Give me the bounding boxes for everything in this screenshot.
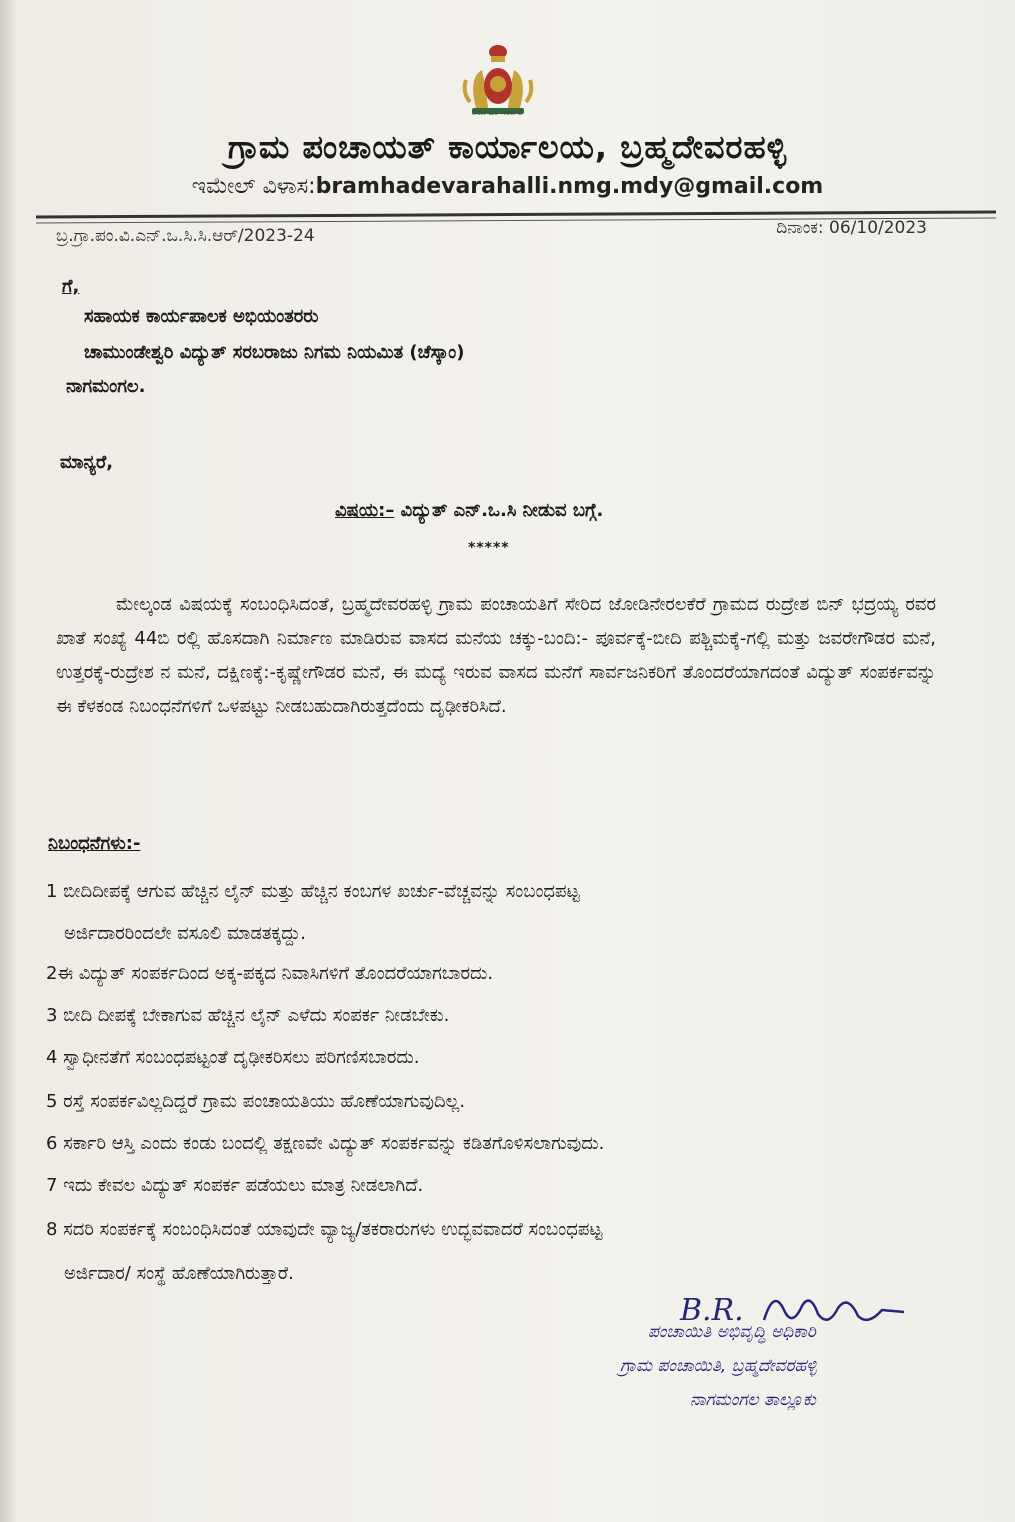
conditions-heading: ನಿಬಂಧನೆಗಳು:- bbox=[48, 833, 141, 854]
reference-number: ಬ್ರ.ಗ್ರಾ.ಪಂ.ವಿ.ಎನ್.ಒ.ಸಿ.ಸಿ.ಆರ್/2023-24 bbox=[56, 226, 315, 246]
body-paragraph: ಮೇಲ್ಕಂಡ ವಿಷಯಕ್ಕೆ ಸಂಬಂಧಿಸಿದಂತೆ, ಬ್ರಹ್ಮದೇವರಹಳ್ಳಿ ಗ್ರಾಮ ಪಂಚಾಯತಿಗೆ ಸೇರಿದ ಜೋಡಿನೇರಲಕೆರೆ ಗ್ರಾಮದ ರುದ್ರೇಶ ಬಿನ್ ಭದ್ರಯ್ಯ ರವರ ಖಾತೆ ಸಂಖ್ಯೆ 44ಬಿ ರಲ್ಲಿ ಹೊಸದಾಗಿ ನಿರ್ಮಾಣ ಮಾಡಿರುವ ವಾಸದ ಮನೆಯ ಚಕ್ಕು-ಬಂದಿ:- ಪೂರ್ವಕ್ಕೆ-ಬೀದಿ ಪಶ್ಚಿಮಕ್ಕೆ-ಗಲ್ಲಿ ಮತ್ತು ಜವರೇಗೌಡರ ಮನೆ, ಉತ್ತರಕ್ಕೆ-ರುದ್ರೇಶ ನ ಮನೆ, ದಕ್ಷಿಣಕ್ಕೆ:-ಕೃಷ್ಣೇಗೌಡರ ಮನೆ, ಈ ಮದ್ಯೆ ಇರುವ ವಾಸದ ಮನೆಗೆ ಸಾರ್ವಜನಿಕರಿಗೆ ತೊಂದರೆಯಾಗದಂತೆ ವಿದ್ಯುತ್ ಸಂಪರ್ಕವನ್ನು ಈ ಕೆಳಕಂಡ ನಿಬಂಧನೆಗಳಿಗೆ ಒಳಪಟ್ಟು ನೀಡಬಹುದಾಗಿರುತ್ತದೆಂದು ದೃಢೀಕರಿಸಿದೆ. bbox=[56, 594, 936, 717]
condition-item: ಅರ್ಜಿದಾರರಿಂದಲೇ ವಸೂಲಿ ಮಾಡತಕ್ಕದ್ದು. bbox=[64, 923, 306, 944]
subject-line bbox=[335, 500, 603, 521]
condition-item: 6 ಸರ್ಕಾರಿ ಆಸ್ತಿ ಎಂದು ಕಂಡು ಬಂದಲ್ಲಿ ತಕ್ಷಣವೇ ವಿದ್ಯುತ್ ಸಂಪರ್ಕವನ್ನು ಕಡಿತಗೊಳಿಸಲಾಗುವುದು. bbox=[46, 1133, 605, 1154]
email-line bbox=[0, 174, 1015, 199]
recipient-line: ಚಾಮುಂಡೇಶ್ವರಿ ವಿದ್ಯುತ್ ಸರಬರಾಜು ನಿಗಮ ನಿಯಮಿತ (ಚೆಸ್ಕಾಂ) bbox=[84, 342, 465, 363]
subject-label: ವಿಷಯ:– bbox=[335, 500, 395, 521]
condition-item: 1 ಬೀದಿದೀಪಕ್ಕೆ ಆಗುವ ಹೆಚ್ಚಿನ ಲೈನ್ ಮತ್ತು ಹೆಚ್ಚಿನ ಕಂಬಗಳ ಖರ್ಚು-ವೆಚ್ಚವನ್ನು ಸಂಬಂಧಪಟ್ಟ bbox=[46, 881, 580, 902]
condition-item: 4 ಸ್ವಾಧೀನತೆಗೆ ಸಂಬಂಧಪಟ್ಟಂತೆ ದೃಢೀಕರಿಸಲು ಪರಿಗಣಿಸಬಾರದು. bbox=[46, 1047, 420, 1068]
recipient-line: ಸಹಾಯಕ ಕಾರ್ಯಪಾಲಕ ಅಭಿಯಂತರರು bbox=[84, 306, 319, 327]
signature-office: ಗ್ರಾಮ ಪಂಚಾಯಿತಿ, ಬ್ರಹ್ಮದೇವರಹಳ್ಳಿ bbox=[620, 1356, 817, 1376]
letter-date: ದಿನಾಂಕ: 06/10/2023 bbox=[776, 218, 927, 238]
condition-item: 2ಈ ವಿದ್ಯುತ್ ಸಂಪರ್ಕದಿಂದ ಅಕ್ಕ-ಪಕ್ಕದ ನಿವಾಸಿಗಳಿಗೆ ತೊಂದರೆಯಾಗಬಾರದು. bbox=[46, 963, 494, 984]
email-address: bramhadevarahalli.nmg.mdy@gmail.com bbox=[315, 174, 824, 199]
signature-initials: B.R. bbox=[680, 1293, 744, 1328]
recipient-line: ನಾಗಮಂಗಲ. bbox=[66, 376, 146, 397]
emblem-caption: ಕರ್ನಾಟಕ ಸರ್ಕಾರ bbox=[471, 108, 523, 118]
signature-taluk: ನಾಗಮಂಗಲ ತಾಲ್ಲೂಕು bbox=[690, 1390, 816, 1410]
email-label: ಇಮೇಲ್ ವಿಳಾಸ: bbox=[191, 174, 316, 199]
condition-item: ಅರ್ಜಿದಾರ/ ಸಂಸ್ಥೆ ಹೊಣೆಯಾಗಿರುತ್ತಾರೆ. bbox=[64, 1263, 294, 1284]
signature-designation: ಪಂಚಾಯಿತಿ ಅಭಿವೃದ್ಧಿ ಅಧಿಕಾರಿ bbox=[648, 1322, 816, 1342]
condition-item: 7 ಇದು ಕೇವಲ ವಿದ್ಯುತ್ ಸಂಪರ್ಕ ಪಡೆಯಲು ಮಾತ್ರ ನೀಡಲಾಗಿದೆ. bbox=[46, 1175, 424, 1196]
subject-text: ವಿದ್ಯುತ್ ಎನ್.ಒ.ಸಿ ನೀಡುವ ಬಗ್ಗೆ. bbox=[394, 500, 604, 521]
to-label: ಗೆ, bbox=[62, 276, 80, 297]
condition-item: 8 ಸದರಿ ಸಂಪರ್ಕಕ್ಕೆ ಸಂಬಂಧಿಸಿದಂತೆ ಯಾವುದೇ ವ್ಯಾಜ್ಯ/ತಕರಾರುಗಳು ಉದ್ಭವವಾದರೆ ಸಂಬಂಧಪಟ್ಟ bbox=[46, 1219, 603, 1240]
office-title: ಗ್ರಾಮ ಪಂಚಾಯತ್ ಕಾರ್ಯಾಲಯ, ಬ್ರಹ್ಮದೇವರಹಳ್ಳಿ bbox=[227, 128, 788, 166]
separator-stars: ***** bbox=[468, 540, 510, 556]
salutation: ಮಾನ್ಯರೆ, bbox=[60, 452, 114, 473]
condition-item: 3 ಬೀದಿ ದೀಪಕ್ಕೆ ಬೇಕಾಗುವ ಹೆಚ್ಚಿನ ಲೈನ್ ಎಳೆದು ಸಂಪರ್ಕ ನೀಡಬೇಕು. bbox=[46, 1005, 450, 1026]
condition-item: 5 ರಸ್ತೆ ಸಂಪರ್ಕವಿಲ್ಲದಿದ್ದರೆ ಗ್ರಾಮ ಪಂಚಾಯತಿಯು ಹೊಣೆಯಾಗುವುದಿಲ್ಲ. bbox=[46, 1091, 466, 1112]
